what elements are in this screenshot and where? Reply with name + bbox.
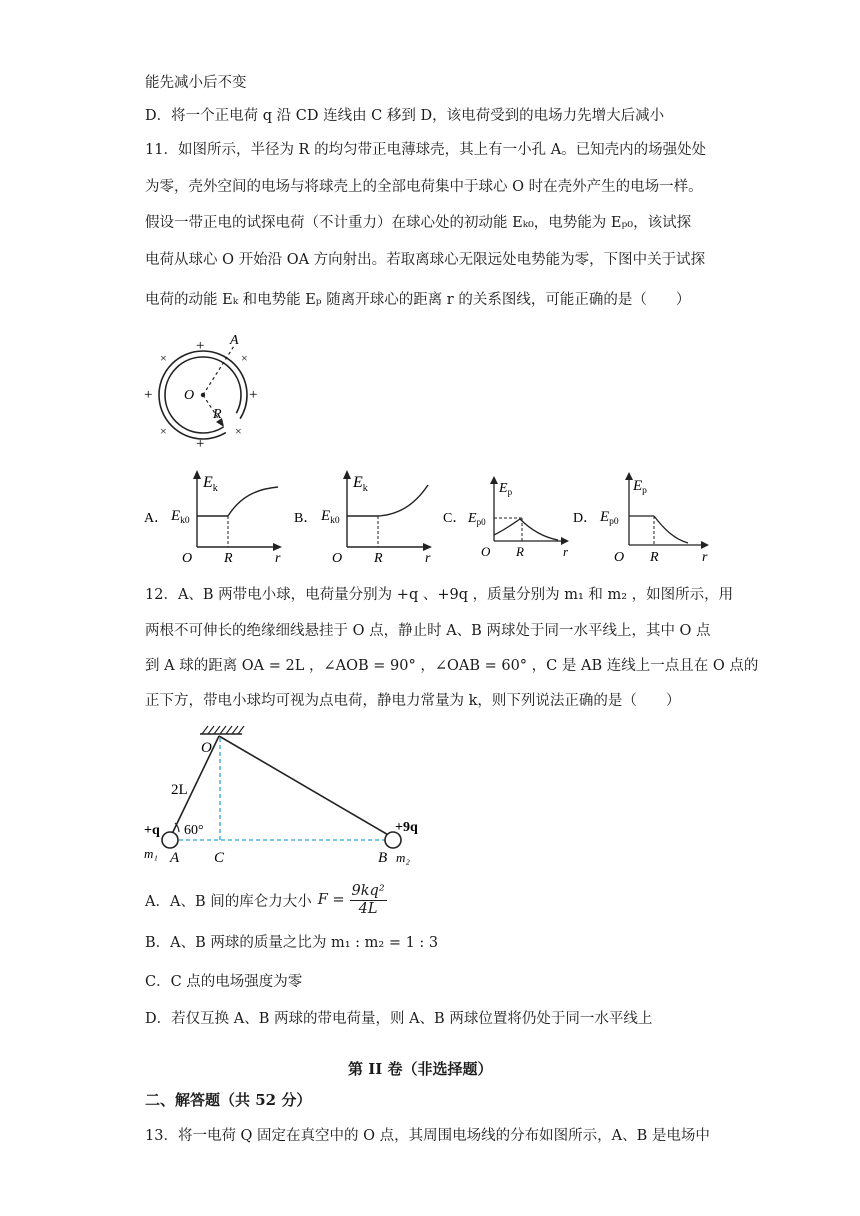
- denominator: 4L: [358, 900, 378, 917]
- option-letter: D．: [573, 511, 598, 526]
- label-O: O: [184, 388, 195, 403]
- section-title: 第 II 卷（非选择题）: [348, 1060, 493, 1078]
- y-label: $E_k$: [353, 474, 368, 494]
- x-tick-label: R: [516, 544, 524, 559]
- curve-rise: [228, 487, 278, 516]
- option-letter: C．: [443, 511, 467, 526]
- q12-line-4: 正下方，带电小球均可视为点电荷，静电力常量为 k，则下列说法正确的是（ ）: [145, 693, 681, 709]
- x-arrow: [701, 541, 709, 549]
- sphere-shell-figure: [140, 332, 270, 452]
- x-arrow: [423, 543, 432, 551]
- q12-option-c: C．C 点的电场强度为零: [145, 974, 303, 990]
- thread-OB: [219, 736, 390, 836]
- fraction: [350, 883, 387, 918]
- x-label: r: [702, 550, 708, 565]
- y-label: $E_p$: [499, 481, 513, 497]
- y-tick-label: $E_{k0}$: [171, 508, 190, 526]
- q10-tail: 能先减小后不变: [145, 75, 247, 91]
- y-arrow: [625, 472, 633, 480]
- cross-bottom-left: ×: [160, 424, 167, 438]
- origin-label: O: [182, 551, 193, 565]
- curve-rise: [378, 485, 428, 516]
- option-a-text: A．A、B 间的库仑力大小: [145, 893, 312, 910]
- label-angle: 60°: [184, 823, 204, 838]
- label-m1: m₁: [144, 846, 158, 861]
- q10-option-d: D．将一个正电荷 q 沿 CD 连线由 C 移到 D，该电荷受到的电场力先增大后减小: [145, 108, 665, 124]
- plus-left: +: [144, 387, 153, 403]
- label-A: A: [230, 333, 239, 348]
- q11-line-2: 为零，壳外空间的电场与将球壳上的全部电荷集中于球心 O 时在壳外产生的电场一样。: [145, 179, 703, 195]
- x-tick-label: R: [374, 551, 383, 565]
- y-arrow: [490, 476, 498, 484]
- q12-option-d: D．若仅互换 A、B 两球的带电荷量，则 A、B 两球位置将仍处于同一水平线上: [145, 1011, 653, 1027]
- x-tick-label: R: [650, 550, 659, 565]
- plus-right: +: [249, 387, 258, 403]
- ceiling-hatch: [202, 726, 244, 734]
- numerator: 9kq²: [351, 882, 385, 899]
- label-A: A: [170, 850, 180, 866]
- graph-b: [290, 465, 440, 565]
- part-heading: 二、解答题（共 52 分）: [145, 1091, 312, 1109]
- q11-line-5: 电荷的动能 Eₖ 和电势能 Eₚ 随离开球心的距离 r 的关系图线，可能正确的是（ ）: [145, 292, 691, 308]
- origin-label: O: [614, 550, 625, 565]
- q12-option-a: [145, 880, 387, 920]
- cross-top-right: ×: [241, 351, 248, 365]
- y-tick-label: $E_{k0}$: [321, 508, 340, 526]
- origin-label: O: [481, 544, 491, 559]
- cross-top-left: ×: [160, 351, 167, 365]
- graph-a: [140, 465, 290, 565]
- q11-line-3: 假设一带正电的试探电荷（不计重力）在球心处的初动能 Eₖ₀，电势能为 Eₚ₀，该试探: [145, 215, 692, 231]
- plus-top: +: [196, 338, 205, 354]
- x-label: r: [563, 544, 569, 559]
- q11-line-1: 11．如图所示，半径为 R 的均匀带正电薄球壳，其上有一小孔 A。已知壳内的场强处处: [145, 142, 707, 158]
- curve-peak: [494, 519, 558, 540]
- y-label: $E_p$: [633, 478, 647, 496]
- label-qB: +9q: [395, 820, 418, 835]
- label-qA: +q: [144, 823, 160, 838]
- q12-line-3: 到 A 球的距离 OA = 2L ，∠AOB = 90° ，∠OAB = 60° ，C 是 AB 连线上一点且在 O 点的: [145, 658, 759, 674]
- label-O: O: [201, 740, 212, 756]
- label-B: B: [378, 850, 388, 866]
- y-tick-label: $E_{p0}$: [468, 511, 486, 527]
- y-arrow: [193, 470, 201, 479]
- curve-decay: [654, 516, 688, 543]
- x-arrow: [273, 543, 282, 551]
- plus-bottom: +: [196, 436, 205, 452]
- q12-line-1: 12．A、B 两带电小球，电荷量分别为 +q 、+9q ，质量分别为 m₁ 和 m₂ ，如图所示，用: [145, 587, 734, 603]
- graph-c: [440, 465, 580, 565]
- origin-label: O: [332, 551, 343, 565]
- label-R: R: [213, 407, 222, 422]
- x-label: r: [275, 551, 281, 565]
- graph-d: [570, 465, 720, 565]
- y-label: $E_k$: [203, 474, 218, 494]
- option-letter: B．: [294, 511, 318, 526]
- suspended-balls-figure: [140, 722, 440, 872]
- label-m2: m₂: [396, 850, 410, 865]
- q13-line-1: 13．将一电荷 Q 固定在真空中的 O 点，其周围电场线的分布如图所示，A、B 是电场中: [145, 1128, 710, 1144]
- label-C: C: [214, 850, 225, 866]
- center-dot: [201, 393, 205, 397]
- q12-option-b: B．A、B 两球的质量之比为 m₁ : m₂ = 1 : 3: [145, 935, 439, 951]
- ball-A: [162, 832, 178, 848]
- q12-line-2: 两根不可伸长的绝缘细线悬挂于 O 点，静止时 A、B 两球处于同一水平线上，其中 O 点: [145, 623, 711, 639]
- x-tick-label: R: [224, 551, 233, 565]
- cross-bottom-right: ×: [235, 424, 242, 438]
- q11-line-4: 电荷从球心 O 开始沿 OA 方向射出。若取离球心无限远处电势能为零，下图中关于试探: [145, 252, 706, 268]
- option-letter: A．: [144, 511, 169, 526]
- y-arrow: [343, 470, 351, 479]
- formula-lhs: F =: [317, 892, 345, 908]
- x-label: r: [425, 551, 431, 565]
- y-tick-label: $E_{p0}$: [600, 509, 619, 527]
- label-2L: 2L: [171, 782, 188, 798]
